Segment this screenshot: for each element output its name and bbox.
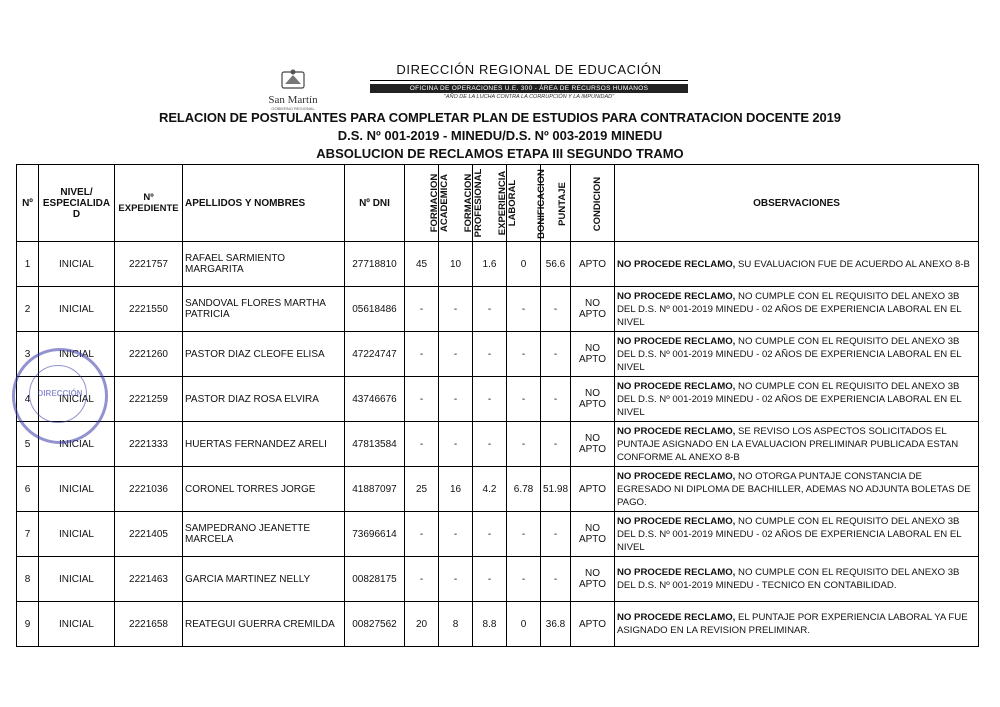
cell-nivel: INICIAL (39, 377, 115, 422)
cell-formacion-profesional: 16 (439, 467, 473, 512)
observacion-verdict: NO PROCEDE RECLAMO, (617, 567, 736, 578)
official-stamp (12, 348, 108, 444)
cell-number: 6 (17, 467, 39, 512)
observacion-verdict: NO PROCEDE RECLAMO, (617, 515, 736, 527)
cell-number: 1 (17, 242, 39, 287)
table-row (17, 467, 979, 512)
observacion-verdict: NO PROCEDE RECLAMO, (617, 335, 736, 347)
stage-subtitle: ABSOLUCION DE RECLAMOS ETAPA III SEGUNDO TRAMO (316, 146, 684, 161)
cell-number: 8 (17, 557, 39, 602)
cell-puntaje: - (541, 557, 571, 602)
observacion-verdict: NO PROCEDE RECLAMO, (617, 425, 736, 437)
cell-formacion-profesional: 8 (439, 602, 473, 647)
cell-nivel: INICIAL (39, 242, 115, 287)
cell-puntaje: - (541, 422, 571, 467)
cell-experiencia: 4.2 (473, 467, 507, 512)
cell-nombre: GARCIA MARTINEZ NELLY (183, 557, 345, 602)
observacion-text: NO CUMPLE CON EL REQUISITO DEL ANEXO 3B DEL D.S. Nº 001-2019 MINEDU - 02 AÑOS DE EXPERIENCIA LABORAL EN EL NIVEL (617, 335, 962, 373)
cell-formacion-academica: - (405, 557, 439, 602)
cell-observaciones (615, 602, 979, 647)
cell-puntaje: - (541, 332, 571, 377)
cell-observaciones (615, 242, 979, 287)
cell-bonificacion: - (507, 512, 541, 557)
cell-condicion: APTO (571, 242, 615, 287)
cell-observaciones (615, 557, 979, 602)
observacion-verdict: NO PROCEDE RECLAMO, (617, 612, 736, 623)
cell-nombre: RAFAEL SARMIENTO MARGARITA (183, 242, 345, 287)
col-nivel: NIVEL/ ESPECIALIDA D (39, 165, 115, 242)
col-formacion-profesional: FORMACION PROFESIONAL (439, 165, 473, 242)
col-dni: Nº DNI (345, 165, 405, 242)
cell-expediente: 2221658 (115, 602, 183, 647)
cell-expediente: 2221333 (115, 422, 183, 467)
document-title: RELACION DE POSTULANTES PARA COMPLETAR PLAN DE ESTUDIOS PARA CONTRATACION DOCENTE 2019 (159, 110, 841, 125)
cell-number: 4 (17, 377, 39, 422)
cell-puntaje: - (541, 512, 571, 557)
cell-nombre: SANDOVAL FLORES MARTHA PATRICIA (183, 287, 345, 332)
cell-number: 5 (17, 422, 39, 467)
cell-bonificacion: 0 (507, 242, 541, 287)
cell-dni: 41887097 (345, 467, 405, 512)
cell-condicion: NO APTO (571, 557, 615, 602)
org-block (370, 62, 688, 100)
cell-bonificacion: - (507, 557, 541, 602)
cell-dni: 00827562 (345, 602, 405, 647)
cell-nivel: INICIAL (39, 557, 115, 602)
table-row (17, 287, 979, 332)
org-band: OFICINA DE OPERACIONES U.E. 300 - ÁREA DE RECURSOS HUMANOS (370, 84, 688, 93)
org-slogan: "AÑO DE LA LUCHA CONTRA LA CORRUPCIÓN Y LA IMPUNIDAD" (443, 94, 615, 100)
document-header (238, 58, 688, 111)
cell-formacion-profesional: - (439, 422, 473, 467)
cell-formacion-academica: - (405, 422, 439, 467)
cell-puntaje: 36.8 (541, 602, 571, 647)
table-row (17, 422, 979, 467)
cell-number: 2 (17, 287, 39, 332)
table-row (17, 557, 979, 602)
observacion-verdict: NO PROCEDE RECLAMO, (617, 380, 736, 392)
cell-expediente: 2221036 (115, 467, 183, 512)
cell-puntaje: - (541, 377, 571, 422)
cell-bonificacion: - (507, 377, 541, 422)
cell-experiencia: - (473, 287, 507, 332)
cell-nivel: INICIAL (39, 512, 115, 557)
cell-formacion-academica: - (405, 377, 439, 422)
cell-nombre: SAMPEDRANO JEANETTE MARCELA (183, 512, 345, 557)
cell-dni: 47813584 (345, 422, 405, 467)
cell-experiencia: - (473, 512, 507, 557)
cell-bonificacion: - (507, 287, 541, 332)
cell-expediente: 2221259 (115, 377, 183, 422)
cell-nombre: REATEGUI GUERRA CREMILDA (183, 602, 345, 647)
cell-nivel: INICIAL (39, 332, 115, 377)
cell-formacion-profesional: - (439, 512, 473, 557)
cell-experiencia: - (473, 557, 507, 602)
observacion-verdict: NO PROCEDE RECLAMO, (617, 258, 736, 270)
observacion-text: NO CUMPLE CON EL REQUISITO DEL ANEXO 3B DEL D.S. Nº 001-2019 MINEDU - 02 AÑOS DE EXPERIENCIA LABORAL EN EL NIVEL (617, 380, 962, 418)
cell-observaciones (615, 332, 979, 377)
cell-formacion-academica: 25 (405, 467, 439, 512)
cell-puntaje: 51.98 (541, 467, 571, 512)
org-title: DIRECCIÓN REGIONAL DE EDUCACIÓN (370, 62, 688, 81)
cell-dni: 27718810 (345, 242, 405, 287)
table-row (17, 602, 979, 647)
cell-formacion-profesional: 10 (439, 242, 473, 287)
col-formacion-academica: FORMACION ACADEMICA (405, 165, 439, 242)
cell-observaciones (615, 287, 979, 332)
cell-experiencia: - (473, 377, 507, 422)
cell-formacion-profesional: - (439, 557, 473, 602)
cell-condicion: NO APTO (571, 287, 615, 332)
cell-condicion: NO APTO (571, 422, 615, 467)
cell-nombre: PASTOR DIAZ ROSA ELVIRA (183, 377, 345, 422)
table-header-row (17, 165, 979, 242)
logo-subtext: GOBIERNO REGIONAL (271, 106, 315, 111)
cell-nivel: INICIAL (39, 467, 115, 512)
cell-expediente: 2221405 (115, 512, 183, 557)
cell-nombre: CORONEL TORRES JORGE (183, 467, 345, 512)
col-condicion: CONDICION (571, 165, 615, 242)
cell-condicion: APTO (571, 467, 615, 512)
cell-experiencia: - (473, 332, 507, 377)
cell-formacion-profesional: - (439, 287, 473, 332)
observacion-text: EL PUNTAJE POR EXPERIENCIA LABORAL YA FUE ASIGNADO EN LA REVISION PRELIMINAR. (617, 612, 968, 636)
logo-text: San Martín (268, 94, 318, 106)
cell-puntaje: 56.6 (541, 242, 571, 287)
cell-observaciones (615, 377, 979, 422)
cell-expediente: 2221550 (115, 287, 183, 332)
cell-formacion-profesional: - (439, 332, 473, 377)
cell-experiencia: - (473, 422, 507, 467)
cell-formacion-profesional: - (439, 377, 473, 422)
observacion-text: SU EVALUACION FUE DE ACUERDO AL ANEXO 8-B (735, 258, 970, 270)
cell-bonificacion: - (507, 332, 541, 377)
observacion-text: NO OTORGA PUNTAJE CONSTANCIA DE EGRESADO NI DIPLOMA DE BACHILLER, ADEMAS NO ADJUNTA BOLETAS DE PAGO. (617, 470, 971, 508)
cell-nivel: INICIAL (39, 287, 115, 332)
col-number: Nº (17, 165, 39, 242)
cell-dni: 05618486 (345, 287, 405, 332)
cell-observaciones (615, 422, 979, 467)
col-expediente: Nº EXPEDIENTE (115, 165, 183, 242)
table-row (17, 512, 979, 557)
col-puntaje: PUNTAJE (541, 165, 571, 242)
cell-dni: 43746676 (345, 377, 405, 422)
cell-nivel: INICIAL (39, 602, 115, 647)
col-experiencia: EXPERIENCIA LABORAL (473, 165, 507, 242)
observacion-verdict: NO PROCEDE RECLAMO, (617, 290, 736, 302)
decree-subtitle: D.S. Nº 001-2019 - MINEDU/D.S. Nº 003-2019 MINEDU (337, 128, 663, 143)
col-bonificacion: BONIFICACION (507, 165, 541, 242)
applicants-table (16, 164, 979, 647)
cell-dni: 47224747 (345, 332, 405, 377)
cell-observaciones (615, 512, 979, 557)
region-logo (238, 68, 348, 111)
cell-nombre: PASTOR DIAZ CLEOFE ELISA (183, 332, 345, 377)
observacion-text: SE REVISO LOS ASPECTOS SOLICITADOS EL PUNTAJE ASIGNADO EN LA EVALUACION PRELIMINAR PUBLICADA ESTAN CONFORME AL ANEXO 8-B (617, 425, 959, 463)
table-row (17, 377, 979, 422)
cell-expediente: 2221757 (115, 242, 183, 287)
cell-experiencia: 8.8 (473, 602, 507, 647)
cell-formacion-academica: - (405, 332, 439, 377)
observacion-text: NO CUMPLE CON EL REQUISITO DEL ANEXO 3B DEL D.S. Nº 001-2019 MINEDU - 02 AÑOS DE EXPERIENCIA LABORAL EN EL NIVEL (617, 290, 962, 328)
cell-condicion: NO APTO (571, 332, 615, 377)
observacion-text: NO CUMPLE CON EL REQUISITO DEL ANEXO 3B DEL D.S. Nº 001-2019 MINEDU - TECNICO EN CONTABILIDAD. (617, 567, 960, 591)
cell-observaciones (615, 467, 979, 512)
cell-formacion-academica: 20 (405, 602, 439, 647)
cell-formacion-academica: - (405, 287, 439, 332)
stamp-label: DIRECCIÓN (37, 389, 83, 398)
cell-bonificacion: - (507, 422, 541, 467)
cell-condicion: NO APTO (571, 512, 615, 557)
cell-nivel: INICIAL (39, 422, 115, 467)
col-nombres: APELLIDOS Y NOMBRES (183, 165, 345, 242)
cell-condicion: APTO (571, 602, 615, 647)
emblem-icon (276, 68, 310, 90)
cell-experiencia: 1.6 (473, 242, 507, 287)
cell-number: 3 (17, 332, 39, 377)
col-observaciones: OBSERVACIONES (615, 165, 979, 242)
cell-bonificacion: 0 (507, 602, 541, 647)
cell-puntaje: - (541, 287, 571, 332)
cell-formacion-academica: - (405, 512, 439, 557)
cell-formacion-academica: 45 (405, 242, 439, 287)
cell-condicion: NO APTO (571, 377, 615, 422)
cell-number: 9 (17, 602, 39, 647)
observacion-text: NO CUMPLE CON EL REQUISITO DEL ANEXO 3B DEL D.S. Nº 001-2019 MINEDU - 02 AÑOS DE EXPERIENCIA LABORAL EN EL NIVEL (617, 515, 962, 553)
cell-expediente: 2221260 (115, 332, 183, 377)
table-row (17, 242, 979, 287)
table-row (17, 332, 979, 377)
observacion-verdict: NO PROCEDE RECLAMO, (617, 470, 736, 482)
cell-number: 7 (17, 512, 39, 557)
cell-nombre: HUERTAS FERNANDEZ ARELI (183, 422, 345, 467)
cell-dni: 73696614 (345, 512, 405, 557)
cell-bonificacion: 6.78 (507, 467, 541, 512)
cell-expediente: 2221463 (115, 557, 183, 602)
cell-dni: 00828175 (345, 557, 405, 602)
